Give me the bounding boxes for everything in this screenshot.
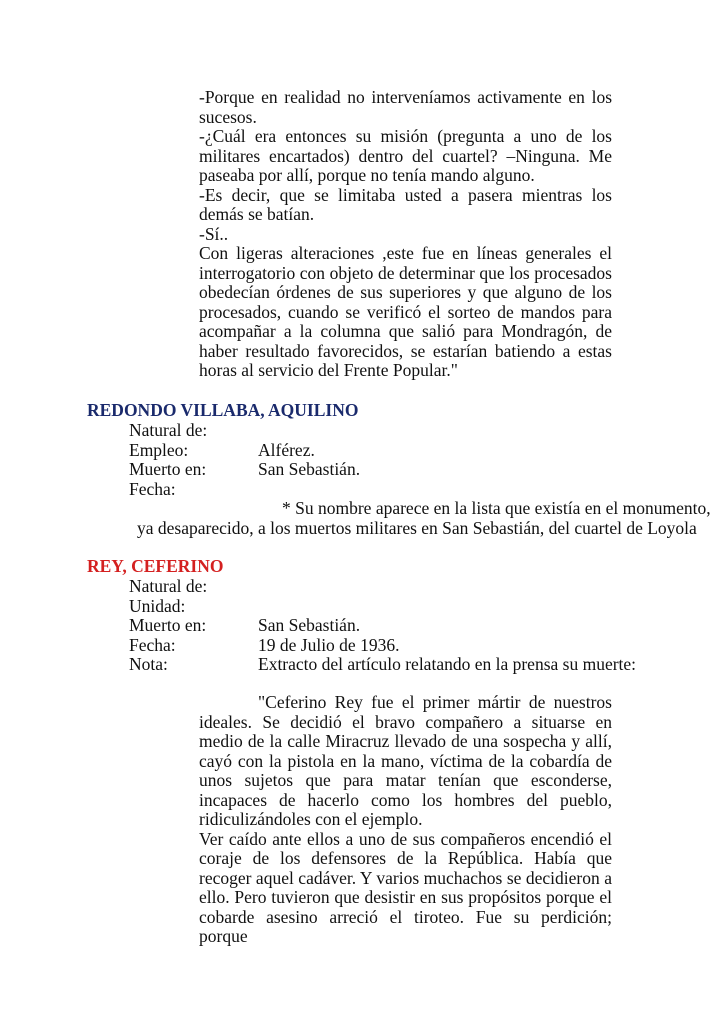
- entry-fields-redondo: [129, 421, 360, 499]
- field-label: Natural de:: [129, 420, 208, 440]
- field-row: [129, 421, 360, 441]
- field-row: [129, 480, 360, 500]
- monument-note-line2: ya desaparecido, a los muertos militares en San Sebastián, del cuartel de Loyola: [137, 518, 697, 538]
- field-row: [129, 655, 636, 675]
- field-value: Extracto del artículo relatando en la prensa su muerte:: [258, 654, 637, 674]
- field-label: Nota:: [129, 654, 168, 674]
- field-label: Muerto en:: [129, 459, 207, 479]
- quote-paragraph: -Es decir, que se limitaba usted a pasera mientras los demás se batían.: [199, 184, 612, 224]
- field-label: Natural de:: [129, 576, 208, 596]
- field-label: Unidad:: [129, 595, 186, 616]
- field-row: [129, 577, 636, 597]
- field-label: Empleo:: [129, 439, 189, 460]
- entry-name-redondo: REDONDO VILLABA, AQUILINO: [87, 400, 359, 420]
- field-label: Muerto en:: [129, 615, 207, 635]
- field-label: Fecha:: [129, 634, 176, 655]
- quote-paragraph: Con ligeras alteraciones ,este fue en líneas generales el interrogatorio con objeto de determinar que los procesados obedecían órdenes de sus superiores y que alguno de los procesados, cuando se verificó el sorteo de mandos para acompañar a la columna que salió para Mondragón, de haber resultado favorecidos, se estarían batiendo a estas horas al servicio del Frente Popular.": [199, 243, 612, 380]
- field-value: Alférez.: [258, 439, 315, 460]
- quote-paragraph: -Sí..: [199, 223, 229, 244]
- field-value: San Sebastián.: [258, 615, 361, 635]
- field-row: [129, 636, 636, 656]
- entry-name-rey: REY, CEFERINO: [87, 556, 224, 576]
- quote-paragraph: -Porque en realidad no interveníamos activamente en los sucesos.: [199, 87, 612, 127]
- field-value: San Sebastián.: [258, 459, 361, 479]
- field-label: Fecha:: [129, 478, 176, 499]
- field-row: [129, 597, 636, 617]
- monument-note-line1: * Su nombre aparece en la lista que existía en el monumento,: [282, 498, 711, 518]
- field-row: [129, 616, 636, 636]
- press-article-quote: [199, 693, 612, 947]
- interrogation-quote: [199, 88, 612, 381]
- article-paragraph: Ver caído ante ellos a uno de sus compañeros encendió el coraje de los defensores de la República. Había que recoger aquel cadáver. Y varios muchachos se decidieron a ello. Pero tuvieron que desistir en sus propósitos porque el cobarde asesino arreció el tiroteo. Fue su perdición; porque: [199, 828, 612, 946]
- field-value: 19 de Julio de 1936.: [258, 634, 400, 655]
- article-paragraph: "Ceferino Rey fue el primer mártir de nuestros ideales. Se decidió el bravo compañero a situarse en medio de la calle Miracruz llevado de una sospecha y allí, cayó con la pistola en la mano, víctima de la cobardía de unos sujetos que para matar tenían que esconderse, incapaces de hacerlo como los hombres del pueblo, ridiculizándoles con el ejemplo.: [199, 692, 612, 829]
- field-row: [129, 441, 360, 461]
- field-row: [129, 460, 360, 480]
- entry-fields-rey: [129, 577, 636, 675]
- quote-paragraph: -¿Cuál era entonces su misión (pregunta a uno de los militares encartados) dentro del cuartel? –Ninguna. Me paseaba por allí, porque no tenía mando alguno.: [199, 126, 612, 185]
